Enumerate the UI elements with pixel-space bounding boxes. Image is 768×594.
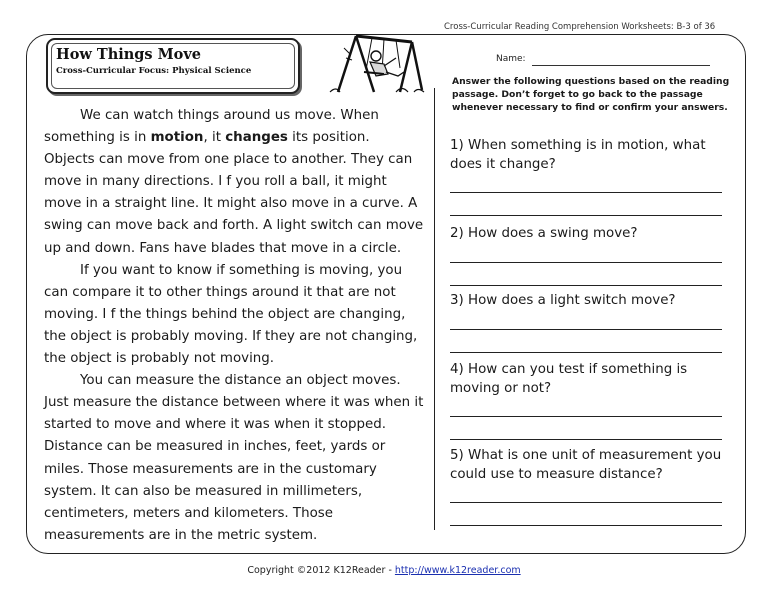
keyword-changes: changes — [225, 130, 288, 146]
question-4: 4) How can you test if something is moving or not? — [450, 362, 688, 396]
name-field-line[interactable] — [532, 65, 710, 66]
cross-curricular-focus: Cross-Curricular Focus: Physical Science — [56, 66, 252, 76]
answer-line[interactable] — [450, 352, 722, 353]
series-label: Cross-Curricular Reading Comprehension Worksheets: B-3 of 36 — [444, 22, 716, 32]
paragraph-1-text-c: its position. Objects can move from one place to another. They can move in many directions. I f you roll a ball, it might move in a straight line. It might also move in a curve. A swing can move back and forth. A light switch can move up and down. Fans have blades that move in a circle. — [44, 130, 424, 256]
column-divider — [434, 88, 435, 530]
answer-line[interactable] — [450, 525, 722, 526]
answer-line[interactable] — [450, 192, 722, 193]
footer — [0, 565, 768, 576]
reading-passage — [44, 105, 424, 547]
paragraph-1-text-a: We can watch things around us move. When something is in — [44, 108, 379, 146]
passage-paragraph-2: If you want to know if something is moving, you can compare it to other things around it that are not moving. I f the things behind the object are changing, the object is probably moving. If they are not changing, the object is probably not moving. — [44, 262, 418, 367]
answer-line[interactable] — [450, 215, 722, 216]
worksheet-title: How Things Move — [56, 46, 202, 63]
name-label: Name: — [496, 54, 526, 64]
answer-line[interactable] — [450, 502, 722, 503]
answer-line[interactable] — [450, 285, 722, 286]
keyword-motion: motion — [150, 130, 204, 146]
instructions: Answer the following questions based on the reading passage. Don’t forget to go back to the passage whenever necessary to find or confirm your answers. — [452, 76, 730, 113]
swing-illustration-icon — [326, 28, 426, 94]
title-box — [46, 38, 300, 94]
answer-line[interactable] — [450, 439, 722, 440]
k12reader-link[interactable]: http://www.k12reader.com — [394, 565, 521, 576]
question-3: 3) How does a light switch move? — [450, 293, 676, 308]
answer-line[interactable] — [450, 416, 722, 417]
copyright-text: Copyright ©2012 K12Reader - — [247, 565, 395, 576]
question-1: 1) When something is in motion, what does it change? — [450, 138, 706, 172]
paragraph-1-text-b: , it — [203, 130, 226, 146]
question-2: 2) How does a swing move? — [450, 226, 638, 241]
question-5: 5) What is one unit of measurement you could use to measure distance? — [450, 448, 722, 482]
answer-line[interactable] — [450, 329, 722, 330]
passage-paragraph-1 — [44, 105, 424, 260]
answer-line[interactable] — [450, 262, 722, 263]
passage-paragraph-3: You can measure the distance an object moves. Just measure the distance between where it was when it started to move and where it was when it stopped. Distance can be measured in inches, feet, yards or miles. Those measurements are in the customary system. It can also be measured in millimeters, centimeters, meters and kilometers. Those measurements are in the metric system. — [44, 373, 424, 543]
